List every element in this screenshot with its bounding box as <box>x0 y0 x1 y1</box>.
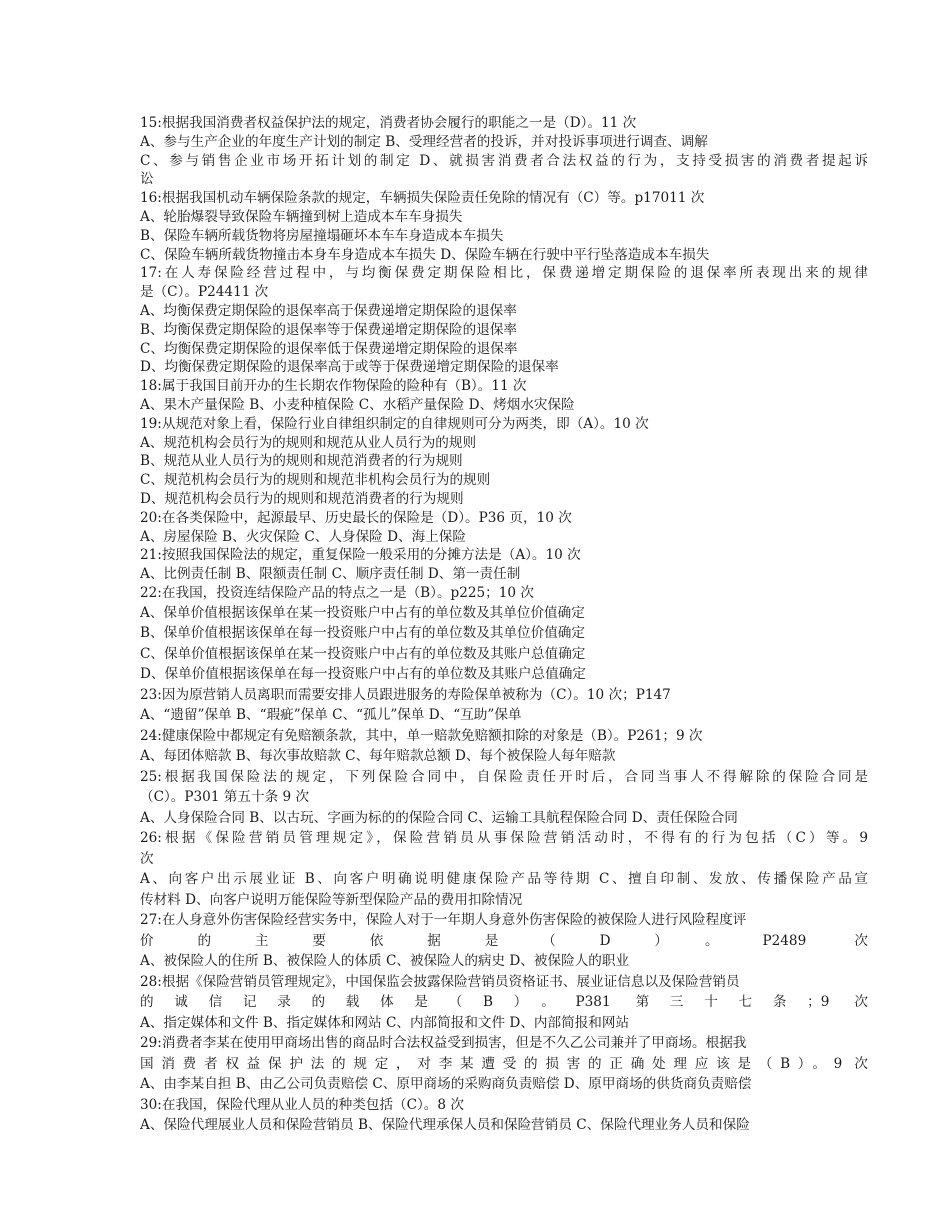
answer-line: A、参与生产企业的年度生产计划的制定 B、受理经营者的投诉，并对投诉事项进行调查、调解 <box>140 133 708 150</box>
question-text: 30:在我国，保险代理从业人员的种类包括（C）。8 次 <box>140 1096 464 1113</box>
answer-line: 讼 <box>140 171 154 188</box>
answer-line: 国消费者权益保护法的规定，对李某遭受的损害的正确处理应该是（B）。9 次 <box>140 1055 868 1072</box>
answer-line: B、均衡保费定期保险的退保率等于保费递增定期保险的退保率 <box>140 321 518 338</box>
question-text: 18:属于我国目前开办的生长期农作物保险的险种有（B）。11 次 <box>140 378 527 395</box>
answer-line: C、均衡保费定期保险的退保率低于保费递增定期保险的退保率 <box>140 340 518 357</box>
answer-line: A、每团体赔款 B、每次事故赔款 C、每年赔款总额 D、每个被保险人每年赔款 <box>140 748 616 765</box>
answer-line: B、保单价值根据该保单在每一投资账户中占有的单位数及其单位价值确定 <box>140 625 585 642</box>
answer-line: C、保单价值根据该保单在某一投资账户中占有的单位数及其账户总值确定 <box>140 645 586 662</box>
answer-line: D、保单价值根据该保单在每一投资账户中占有的单位数及其账户总值确定 <box>140 666 586 683</box>
answer-line: A、果木产量保险 B、小麦种植保险 C、水稻产量保险 D、烤烟水灾保险 <box>140 396 575 413</box>
answer-line: A、均衡保费定期保险的退保率高于保费递增定期保险的退保率 <box>140 302 517 319</box>
question-text: 22:在我国，投资连结保险产品的特点之一是（B）。p225；10 次 <box>140 584 534 601</box>
question-text: 20:在各类保险中，起源最早、历史最长的保险是（D）。P36 页，10 次 <box>140 509 572 526</box>
question-text: 27:在人身意外伤害保险经营实务中，保险人对于一年期人身意外伤害保险的被保险人进行风险程度评 <box>140 912 747 929</box>
question-text: 26:根据《保险营销员管理规定》，保险营销员从事保险营销活动时，不得有的行为包括（C）等。9 <box>140 830 868 847</box>
answer-line: A、指定媒体和文件 B、指定媒体和网站 C、内部简报和文件 D、内部简报和网站 <box>140 1014 630 1031</box>
answer-line: 价的主要依据是（D）。P2489 次 <box>140 932 868 949</box>
answer-line: 是（C）。P24411 次 <box>140 284 269 301</box>
answer-line: A、人身保险合同 B、以古玩、字画为标的的保险合同 C、运输工具航程保险合同 D、责任保险合同 <box>140 809 738 826</box>
answer-line: D、均衡保费定期保险的退保率高于或等于保费递增定期保险的退保率 <box>140 359 559 376</box>
answer-line: C、参与销售企业市场开拓计划的制定 D、就损害消费者合法权益的行为，支持受损害的消费者提起诉 <box>140 152 868 169</box>
question-text: 15:根据我国消费者权益保护法的规定，消费者协会履行的职能之一是（D）。11 次 <box>140 115 637 131</box>
question-text: 29:消费者李某在使用甲商场出售的商品时合法权益受到损害，但是不久乙公司兼并了甲商场。根据我 <box>140 1035 747 1052</box>
answer-line: A、保险代理展业人员和保险营销员 B、保险代理承保人员和保险营销员 C、保险代理业务人员和保险 <box>140 1117 750 1134</box>
answer-line: C、规范机构会员行为的规则和规范非机构会员行为的规则 <box>140 472 491 489</box>
answer-line: C、保险车辆所载货物撞击本身车身造成本车损失 D、保险车辆在行驶中平行坠落造成本车损失 <box>140 246 710 263</box>
answer-line: 的诚信记录的载体是（B）。P381 第三十七条；9 次 <box>140 994 868 1011</box>
answer-line: A、由李某自担 B、由乙公司负责赔偿 C、原甲商场的采购商负责赔偿 D、原甲商场的供货商负责赔偿 <box>140 1076 752 1093</box>
answer-line: B、规范从业人员行为的规则和规范消费者的行为规则 <box>140 453 463 470</box>
answer-line: 传材料 D、向客户说明万能保险等新型保险产品的费用扣除情况 <box>140 891 523 908</box>
question-text: 23:因为原营销人员离职而需要安排人员跟进服务的寿险保单被称为（C）。10 次；P147 <box>140 686 671 703</box>
answer-line: B、保险车辆所载货物将房屋撞塌砸坏本车车身造成本车损失 <box>140 227 504 244</box>
answer-line: A、向客户出示展业证 B、向客户明确说明健康保险产品等待期 C、擅自印制、发放、传播保险产品宣 <box>140 871 868 888</box>
document-body <box>140 114 868 1136</box>
question-text: 25:根据我国保险法的规定，下列保险合同中，自保险责任开时后，合同当事人不得解除的保险合同是 <box>140 768 868 785</box>
answer-line: A、轮胎爆裂导致保险车辆撞到树上造成本车车身损失 <box>140 208 463 225</box>
question-text: 19:从规范对象上看，保险行业自律组织制定的自律规则可分为两类，即（A）。10 次 <box>140 415 649 432</box>
answer-line: A、房屋保险 B、火灾保险 C、人身保险 D、海上保险 <box>140 528 466 545</box>
answer-line: A、规范机构会员行为的规则和规范从业人员行为的规则 <box>140 434 477 451</box>
question-text: 17:在人寿保险经营过程中，与均衡保费定期保险相比，保费递增定期保险的退保率所表现出来的规律 <box>140 265 868 282</box>
answer-line: A、被保险人的住所 B、被保险人的体质 C、被保险人的病史 D、被保险人的职业 <box>140 953 630 970</box>
answer-line: 次 <box>140 850 154 867</box>
question-text: 24:健康保险中都规定有免赔额条款，其中，单一赔款免赔额扣除的对象是（B）。P261；9 次 <box>140 727 703 744</box>
question-text: 28:根据《保险营销员管理规定》，中国保监会披露保险营销员资格证书、展业证信息以及保险营销员 <box>140 973 740 990</box>
answer-line: （C）。P301 第五十条 9 次 <box>140 789 310 806</box>
answer-line: A、“遗留”保单 B、“瑕疵”保单 C、“孤儿”保单 D、“互助”保单 <box>140 707 522 724</box>
answer-line: D、规范机构会员行为的规则和规范消费者的行为规则 <box>140 490 464 507</box>
question-text: 16:根据我国机动车辆保险条款的规定，车辆损失保险责任免除的情况有（C）等。p17011 次 <box>140 190 705 207</box>
answer-line: A、保单价值根据该保单在某一投资账户中占有的单位数及其单位价值确定 <box>140 604 585 621</box>
answer-line: A、比例责任制 B、限额责任制 C、顺序责任制 D、第一责任制 <box>140 566 521 583</box>
question-text: 21:按照我国保险法的规定，重复保险一般采用的分摊方法是（A）。10 次 <box>140 547 581 564</box>
